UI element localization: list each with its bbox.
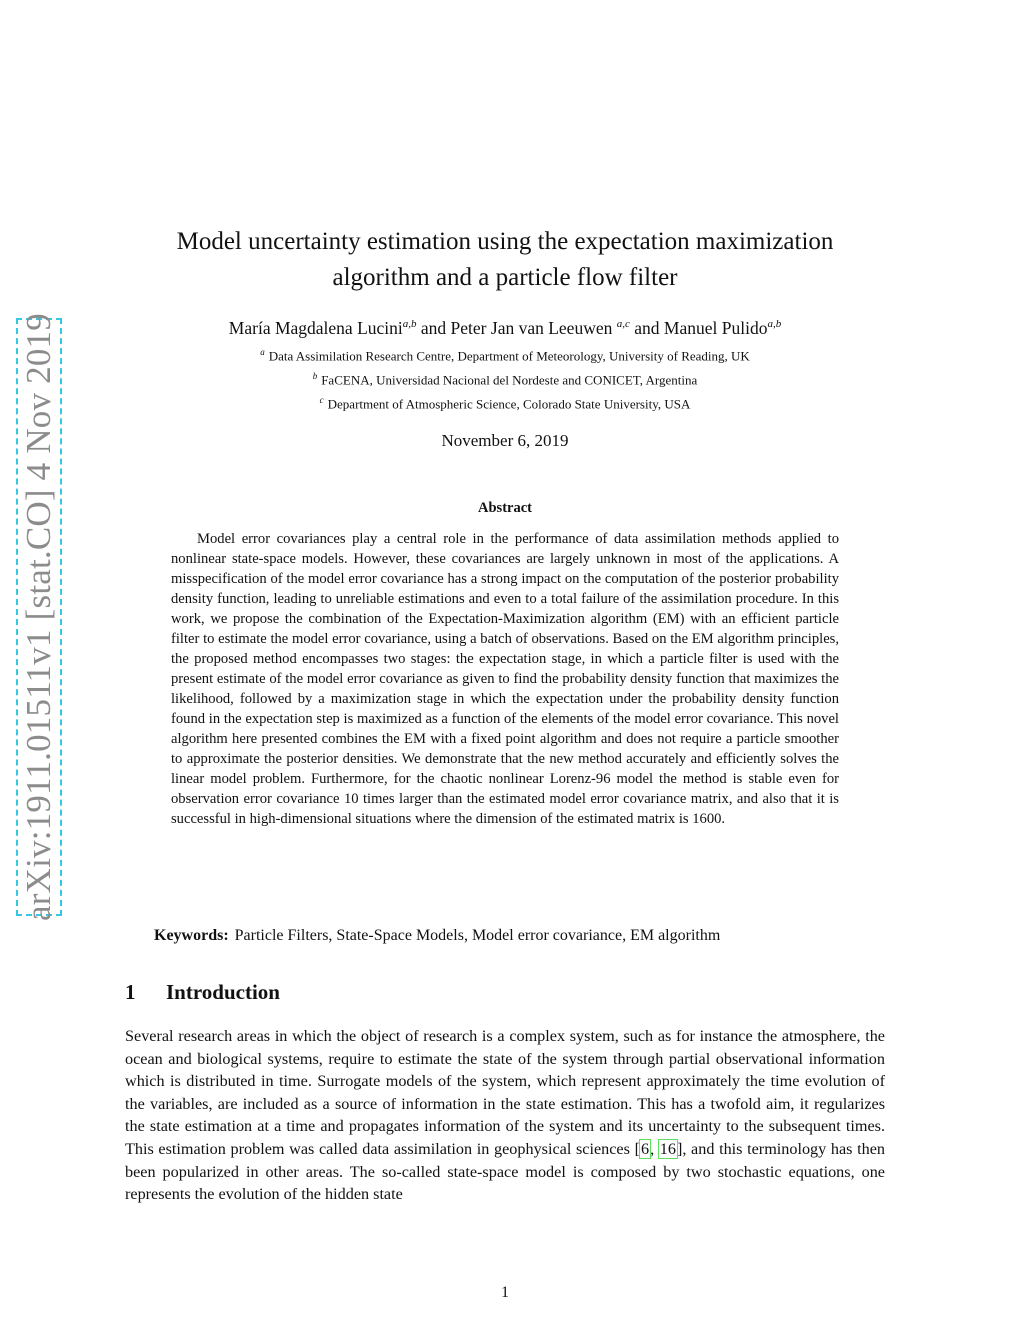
affiliation-mark: c bbox=[319, 395, 324, 405]
citation-link[interactable]: 6 bbox=[640, 1139, 650, 1158]
affiliation-text: Data Assimilation Research Centre, Department of Meteorology, University of Reading, UK bbox=[268, 348, 750, 364]
intro-paragraph bbox=[125, 1025, 885, 1206]
author-name: Manuel Pulido bbox=[663, 318, 768, 338]
author-affiliation-mark: a,c bbox=[616, 318, 630, 331]
page-number: 1 bbox=[501, 1284, 509, 1301]
affiliation bbox=[110, 347, 900, 364]
section-title: Introduction bbox=[166, 980, 280, 1004]
citation-link[interactable]: 16 bbox=[659, 1139, 676, 1158]
keywords-label: Keywords: bbox=[154, 927, 229, 944]
affiliation-mark: a bbox=[260, 347, 265, 357]
affiliation-mark: b bbox=[312, 371, 318, 381]
affiliation bbox=[110, 395, 900, 412]
title-line-1: Model uncertainty estimation using the expectation maximization bbox=[176, 228, 834, 255]
intro-text: , and this terminology has then been popularized in other areas. The so-called state-space model is composed by two stochastic equations, one represents the evolution of the hidden state bbox=[125, 1139, 886, 1204]
abstract-heading: Abstract bbox=[478, 500, 532, 516]
affiliation-text: FaCENA, Universidad Nacional del Nordeste and CONICET, Argentina bbox=[321, 372, 698, 388]
intro-text: Several research areas in which the object of research is a complex system, such as for instance the atmosphere, the ocean and biological systems, require to estimate the state of the system through partial observational information which is distributed in time. Surrogate models of the system, which represent approximately the time evolution of the variables, are included as a source of information in the state estimation. This has a twofold aim, it regularizes the state estimation at a time and propagates information of the system and its uncertainty to the subsequent times. This estimation problem was called data assimilation in geophysical sciences bbox=[125, 1027, 885, 1158]
keywords-text: Particle Filters, State-Space Models, Model error covariance, EM algorithm bbox=[234, 927, 721, 944]
author-affiliation-mark: a,b bbox=[402, 318, 417, 331]
author-name: María Magdalena Lucini bbox=[228, 318, 403, 338]
author-separator: and bbox=[629, 318, 664, 338]
affiliation-text: Department of Atmospheric Science, Colorado State University, USA bbox=[327, 396, 691, 412]
citation-separator: , bbox=[650, 1139, 659, 1158]
paper-title bbox=[110, 224, 900, 296]
section-heading bbox=[125, 980, 280, 1005]
author-affiliation-mark: a,b bbox=[767, 318, 782, 331]
citation-bracket: [ bbox=[634, 1139, 640, 1158]
abstract-body: Model error covariances play a central role in the performance of data assimilation methods applied to nonlinear state-space models. However, these covariances are largely unknown in most of the applications. A misspecification of the model error covariance has a strong impact on the computation of the posterior probability density function, leading to unreliable estimations and even to a total failure of the assimilation procedure. In this work, we propose the combination of the Expectation-Maximization algorithm (EM) with an efficient particle filter to estimate the model error covariance, using a batch of observations. Based on the EM algorithm principles, the proposed method encompasses two stages: the expectation stage, in which a particle filter is used with the present estimate of the model error covariance as given to find the probability density function that maximizes the likelihood, followed by a maximization stage in which the expectation under the probability density function found in the expectation step is maximized as a function of the elements of the model error covariance. This novel algorithm here presented combines the EM with a fixed point algorithm and does not require a particle smoother to approximate the posterior densities. We demonstrate that the new method accurately and efficiently solves the linear model problem. Furthermore, for the chaotic nonlinear Lorenz-96 model the method is stable even for observation error covariance 10 times larger than the estimated model error covariance matrix, and also that it is successful in high-dimensional situations where the dimension of the estimated matrix is 1600. bbox=[171, 531, 839, 827]
citation-bracket: ] bbox=[676, 1139, 683, 1158]
arxiv-side-stamp[interactable] bbox=[16, 313, 62, 921]
keywords bbox=[154, 927, 914, 945]
author-list bbox=[110, 318, 900, 339]
author-name: Peter Jan van Leeuwen bbox=[450, 318, 617, 338]
arxiv-identifier: arXiv:1911.01511v1 [stat.CO] 4 Nov 2019 bbox=[19, 313, 58, 921]
author-separator: and bbox=[416, 318, 451, 338]
affiliation bbox=[110, 371, 900, 388]
publication-date: November 6, 2019 bbox=[441, 431, 569, 450]
title-line-2: algorithm and a particle flow filter bbox=[332, 264, 678, 291]
section-number: 1 bbox=[125, 980, 136, 1004]
